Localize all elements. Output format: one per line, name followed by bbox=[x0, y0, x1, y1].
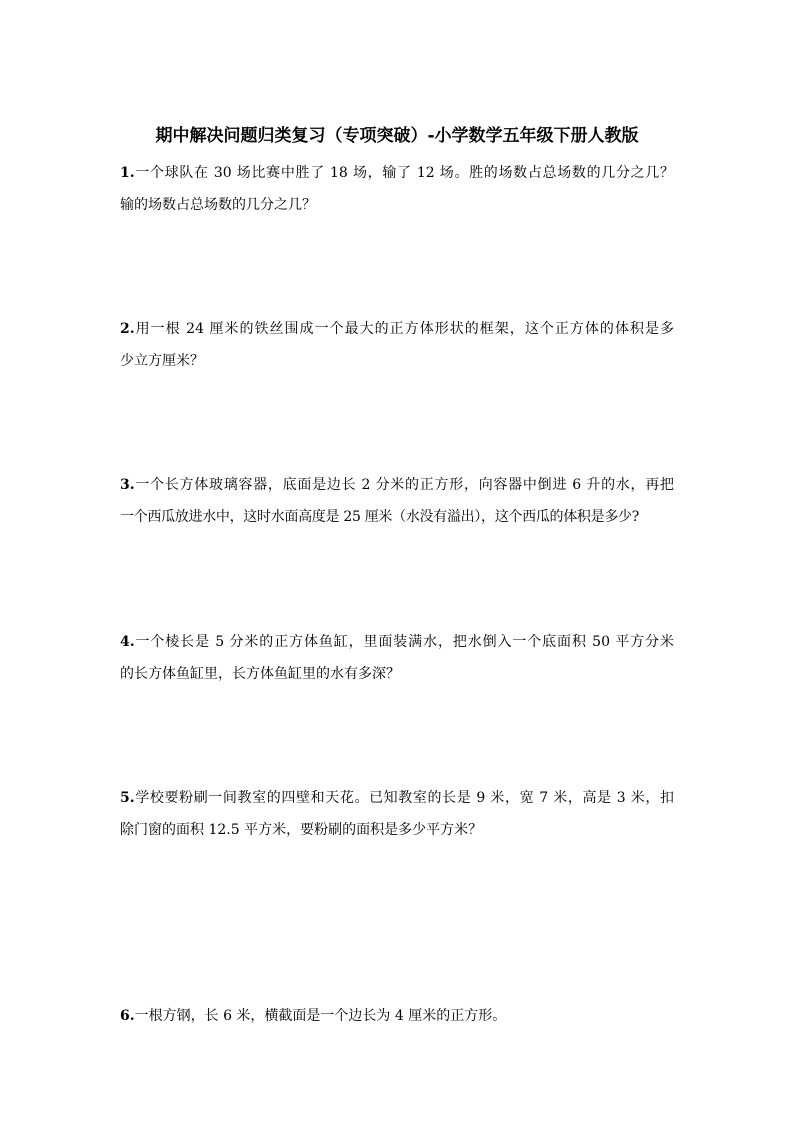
question-line bbox=[120, 157, 674, 189]
question-2 bbox=[120, 313, 674, 377]
question-text: 学校要粉刷一间教室的四壁和天花。已知教室的长是 9 米，宽 7 米，高是 3 米，扣 bbox=[134, 790, 674, 806]
question-text-continued: 除门窗的面积 12.5 平方米，要粉刷的面积是多少平方米？ bbox=[120, 822, 483, 838]
question-number-separator: . bbox=[129, 321, 135, 337]
question-line bbox=[120, 626, 674, 658]
question-number: 6 bbox=[120, 1008, 130, 1024]
question-6 bbox=[120, 1000, 674, 1032]
question-text-continued: 的长方体鱼缸里，长方体鱼缸里的水有多深？ bbox=[120, 666, 400, 682]
question-text-continued: 少立方厘米？ bbox=[120, 353, 204, 369]
question-number: 2 bbox=[120, 321, 130, 337]
question-text-continued: 一个西瓜放进水中，这时水面高度是 25 厘米（水没有溢出），这个西瓜的体积是多少? bbox=[120, 509, 639, 525]
question-text: 一个长方体玻璃容器，底面是边长 2 分米的正方形，向容器中倒进 6 升的水，再把 bbox=[134, 477, 674, 493]
question-text: 一个球队在 30 场比赛中胜了 18 场，输了 12 场。胜的场数占总场数的几分之几？ bbox=[134, 165, 674, 181]
question-text: 一根方钢，长 6 米，横截面是一个边长为 4 厘米的正方形。 bbox=[134, 1008, 507, 1024]
question-text-continued: 输的场数占总场数的几分之几？ bbox=[120, 197, 316, 213]
question-3 bbox=[120, 469, 674, 533]
question-number: 4 bbox=[120, 634, 130, 650]
question-text: 一个棱长是 5 分米的正方体鱼缸，里面装满水，把水倒入一个底面积 50 平方分米 bbox=[134, 634, 674, 650]
question-number-separator: . bbox=[129, 477, 135, 493]
question-number-separator: . bbox=[129, 790, 135, 806]
question-number: 5 bbox=[120, 790, 130, 806]
question-line bbox=[120, 1000, 674, 1032]
question-number: 3 bbox=[120, 477, 130, 493]
document-title: 期中解决问题归类复习（专项突破）-小学数学五年级下册人教版 bbox=[155, 126, 639, 146]
question-line bbox=[120, 782, 674, 814]
question-line bbox=[120, 313, 674, 345]
question-line bbox=[120, 469, 674, 501]
question-number: 1 bbox=[120, 165, 130, 181]
question-number-separator: . bbox=[129, 634, 135, 650]
question-number-separator: . bbox=[129, 165, 135, 181]
question-number-separator: . bbox=[129, 1008, 135, 1024]
question-1 bbox=[120, 157, 674, 221]
question-text: 用一根 24 厘米的铁丝围成一个最大的正方体形状的框架，这个正方体的体积是多 bbox=[134, 321, 674, 337]
question-4 bbox=[120, 626, 674, 690]
question-5 bbox=[120, 782, 674, 846]
